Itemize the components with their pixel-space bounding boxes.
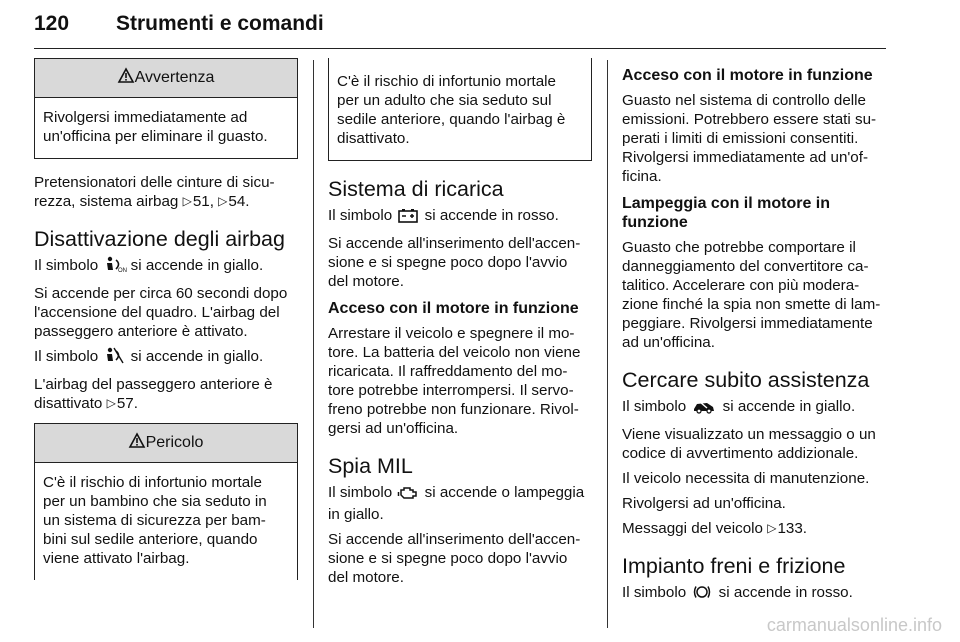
column-divider (313, 60, 314, 628)
column-divider (607, 60, 608, 628)
heading-mil: Spia MIL (328, 454, 413, 478)
heading-brakes-clutch: Impianto freni e frizione (622, 554, 846, 578)
warning-triangle-icon (129, 433, 145, 453)
danger-text-line: bini sul sedile anteriore, quando (43, 531, 258, 548)
danger-text-line: viene attivato l'airbag. (43, 550, 190, 567)
paragraph-airbag-deactivated: L'airbag del passeggero anteriore è disattivato ▷57. (34, 376, 273, 412)
page-number: 120 (34, 12, 70, 35)
warning-box (34, 58, 298, 159)
heading-flashing-with-engine-running: Lampeggia con il motore in funzione (622, 195, 831, 231)
paragraph-airbag-active: Si accende per circa 60 secondi dopo l'accensione del quadro. L'airbag del passeggero anteriore è attivato. (34, 285, 288, 340)
page-link[interactable]: 54. (228, 193, 250, 210)
paragraph-emissions-fault: Guasto nel sistema di controllo delle emissioni. Potrebbero essere stati su- perati i limiti di emissioni consentiti. Rivolgersi immediatamente ad un'of- ficina. (622, 92, 877, 185)
paragraph-converter-fault: Guasto che potrebbe comportare il danneggiamento del convertitore ca- talitico. Accelerare con più modera- zione finché la spia non smette di lam- peggiare. Rivolgersi immediatamente ad un'officina. (622, 239, 881, 351)
column-3 (622, 58, 888, 611)
danger-box-title: Pericolo (145, 434, 204, 451)
danger-text-line: C'è il rischio di infortunio mortale (43, 474, 262, 491)
danger-text-line: disattivato. (337, 130, 410, 147)
page-reference-arrow-icon: ▷ (218, 194, 228, 208)
page-reference-arrow-icon: ▷ (182, 194, 192, 208)
paragraph-battery-startup: Si accende all'inserimento dell'accen- sione e si spegne poco dopo l'avvio del motore. (328, 235, 581, 290)
heading-on-with-engine-running: Acceso con il motore in funzione (622, 67, 873, 84)
paragraph-battery-symbol: Il simbolo si accende in rosso. (328, 206, 592, 228)
danger-text-line: per un adulto che sia seduto sul (337, 92, 552, 109)
paragraph-airbag-off-symbol: Il simbolo si accende in giallo. (34, 347, 298, 369)
danger-box-body (35, 463, 297, 580)
watermark: carmanualsonline.info (766, 615, 942, 635)
paragraph-contact-workshop: Rivolgersi ad un'officina. (622, 495, 786, 512)
page-link[interactable]: 57. (116, 395, 138, 412)
danger-text-line: per un bambino che sia seduto in (43, 493, 267, 510)
page-reference-arrow-icon: ▷ (767, 521, 777, 535)
danger-box (34, 423, 298, 580)
paragraph-brake-symbol: Il simbolo si accende in rosso. (622, 583, 888, 605)
warning-text-line: Rivolgersi immediatamente ad (43, 109, 248, 126)
paragraph-mil-symbol: Il simbolo si accende o lampeggia in giallo. (328, 484, 585, 523)
paragraph-needs-maintenance: Il veicolo necessita di manutenzione. (622, 470, 870, 487)
airbag-on-icon (104, 256, 128, 278)
warning-text-line: un'officina per eliminare il guasto. (43, 128, 268, 145)
column-2 (328, 58, 592, 593)
heading-airbag-deactivation: Disattivazione degli airbag (34, 227, 285, 251)
danger-text-line: sedile anteriore, quando l'airbag è (337, 111, 566, 128)
page-reference-arrow-icon: ▷ (106, 396, 116, 410)
warning-triangle-icon (118, 68, 134, 88)
paragraph-warning-code: Viene visualizzato un messaggio o un codice di avvertimento addizionale. (622, 426, 876, 462)
paragraph-airbag-on-symbol: Il simbolo ON si accende in giallo. (34, 256, 298, 278)
danger-box-continued (328, 58, 592, 161)
page-header (34, 8, 886, 49)
danger-box-header (35, 424, 297, 463)
brake-icon (692, 584, 712, 605)
page-link[interactable]: 51, (192, 193, 214, 210)
service-wrench-car-icon (692, 399, 716, 419)
airbag-off-icon (104, 347, 124, 369)
danger-text-line: C'è il rischio di infortunio mortale (337, 73, 556, 90)
warning-box-title: Avvertenza (134, 69, 215, 86)
paragraph-pretensioners: Pretensionatori delle cinture di sicu- rezza, sistema airbag ▷51, ▷54. (34, 174, 275, 210)
warning-box-body (35, 98, 297, 158)
svg-text:ON: ON (118, 268, 128, 274)
column-1 (34, 58, 298, 588)
battery-icon (398, 208, 418, 228)
paragraph-vehicle-messages: Messaggi del veicolo ▷133. (622, 520, 808, 537)
page-link[interactable]: 133. (777, 520, 808, 537)
warning-box-header (35, 59, 297, 98)
paragraph-stop-vehicle: Arrestare il veicolo e spegnere il mo- tore. La batteria del veicolo non viene ricaricata. Il raffreddamento del mo- tore potrebbe interrompersi. Il servo- freno potrebbe non funzionare. Rivol- gersi ad un'officina. (328, 325, 581, 437)
heading-seek-assistance: Cercare subito assistenza (622, 368, 870, 392)
section-title: Strumenti e comandi (116, 12, 324, 35)
heading-on-with-engine-running: Acceso con il motore in funzione (328, 300, 579, 317)
heading-charging-system: Sistema di ricarica (328, 177, 504, 201)
paragraph-service-symbol: Il simbolo si accende in giallo. (622, 397, 888, 419)
engine-check-icon (398, 485, 418, 505)
danger-text-line: un sistema di sicurezza per bam- (43, 512, 266, 529)
paragraph-mil-startup: Si accende all'inserimento dell'accen- sione e si spegne poco dopo l'avvio del motore. (328, 531, 581, 586)
